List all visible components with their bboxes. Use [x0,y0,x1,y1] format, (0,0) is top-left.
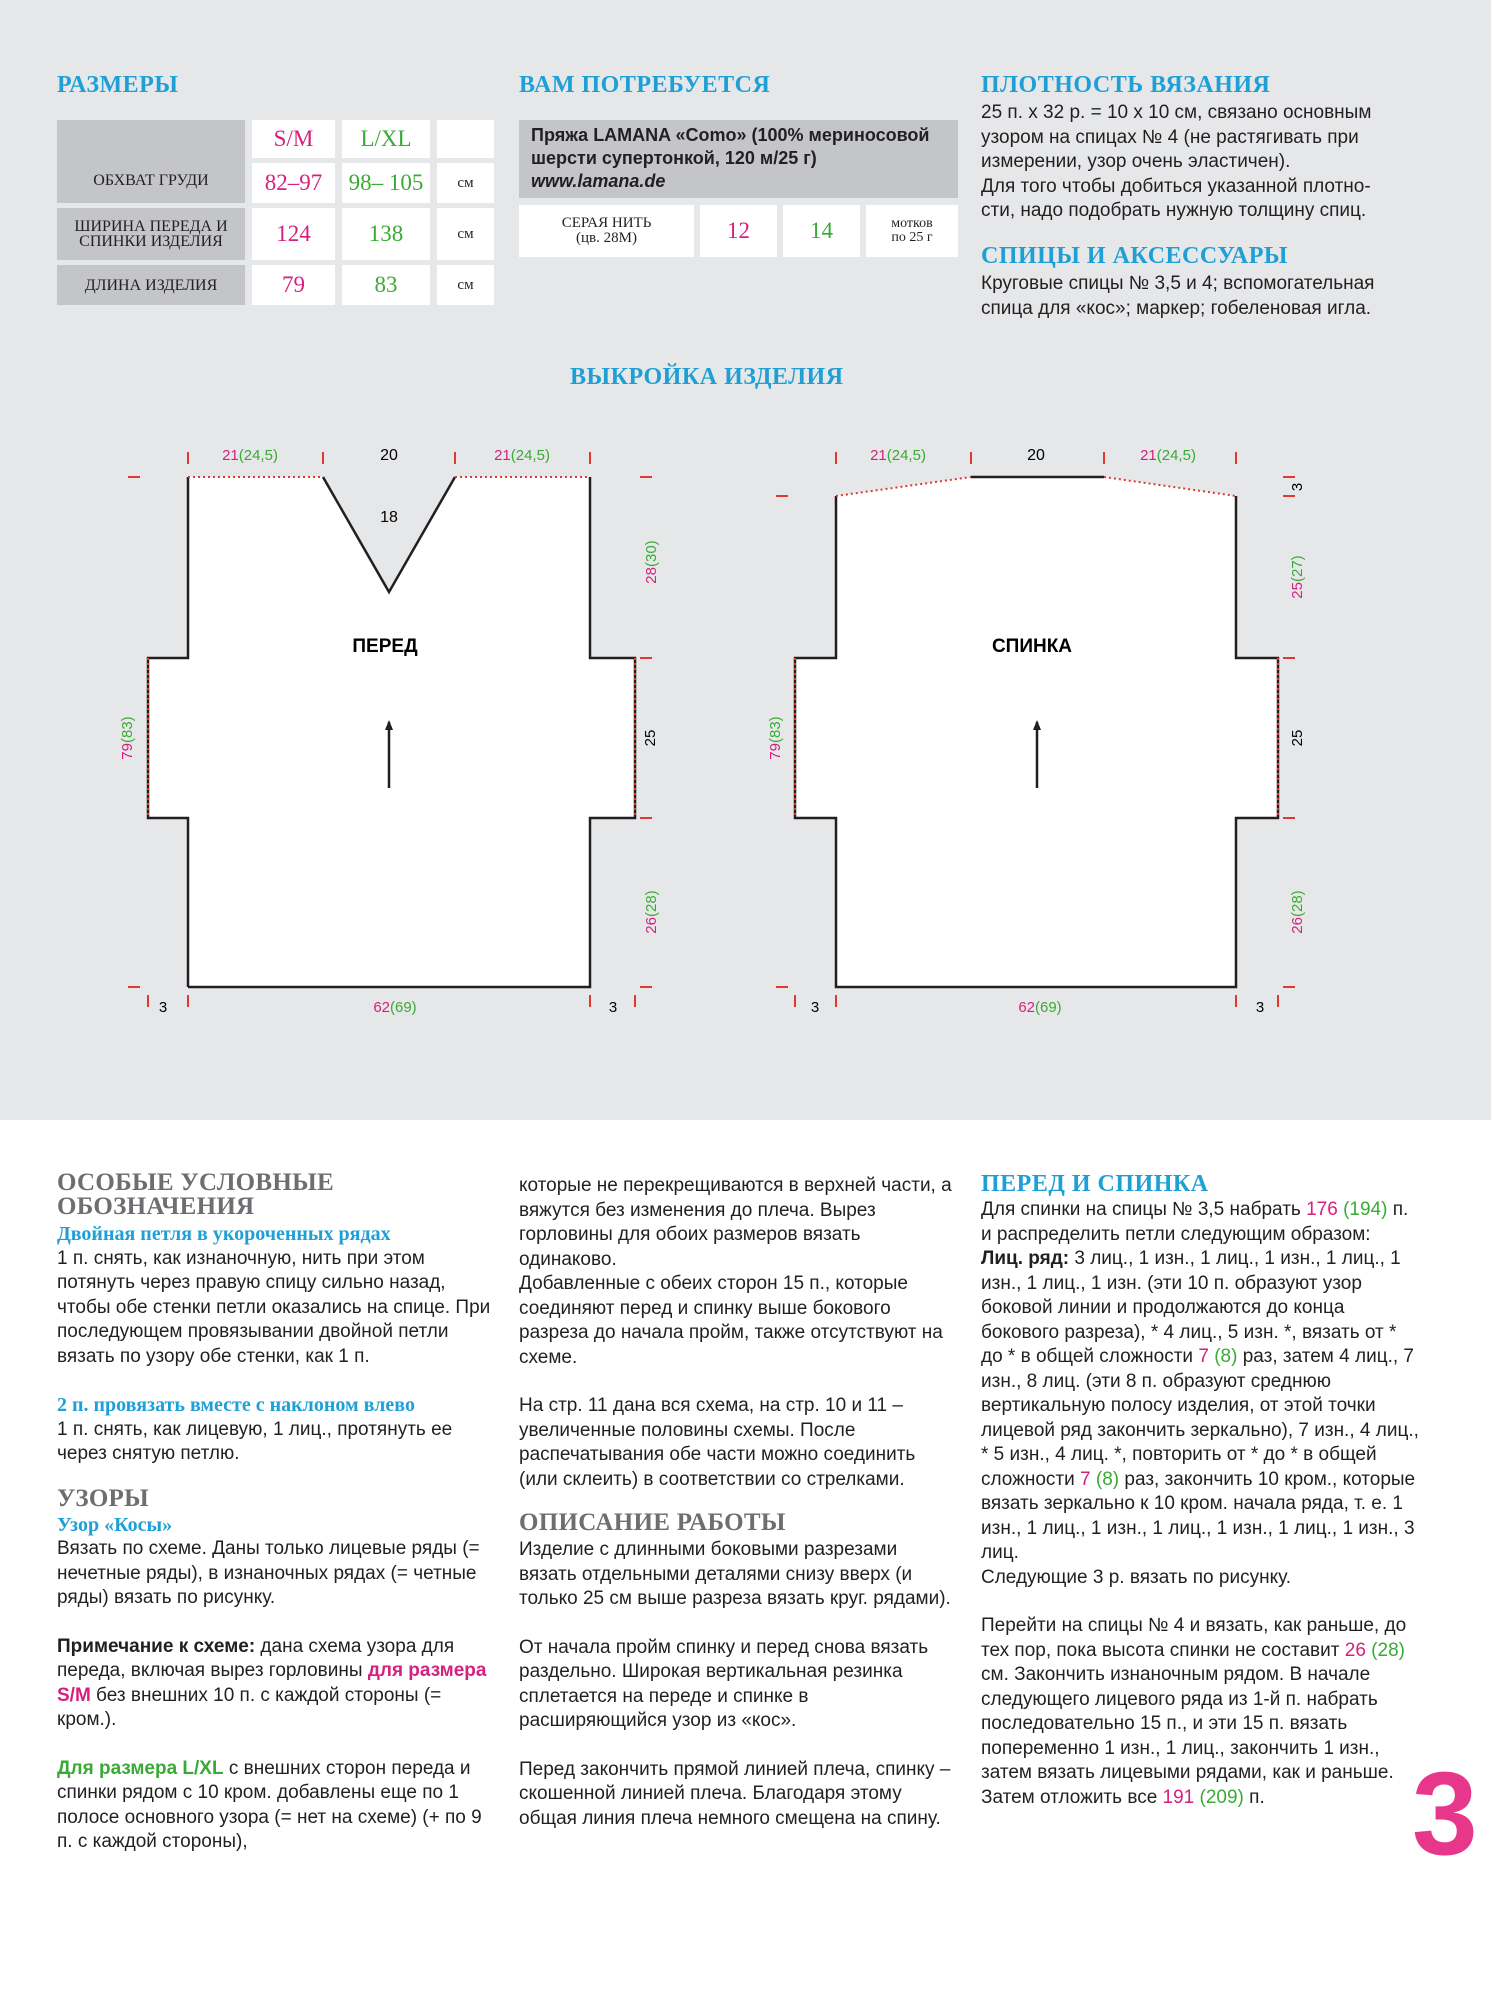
back-label: СПИНКА [991,636,1073,657]
materials-unit-cell: мотков по 25 г [866,205,958,257]
sizes-row-length-sm: 79 [252,265,335,305]
back-neck-width: 20 [1027,447,1045,464]
front-side: 26(28) [643,890,660,934]
gauge-text: 25 п. х 32 р. = 10 х 10 см, связано основным узором на спицах № 4 (не растягивать при измерении, узор очень эластичен). Для того чтобы добиться указанной плотно- сти, надо подобрать нужную толщину спиц. [981,102,1372,221]
sizes-row-chest-unit: см [437,163,494,203]
front-hem-right: 3 [608,999,618,1016]
schematic-diagram [0,420,1491,1040]
sizes-row-width-sm: 124 [252,208,335,260]
sizes-header-unit [437,120,494,158]
col2-text: которые не перекрещиваются в верхней части, а вяжутся без изменения до плеча. Вырез горловины для обоих размеров вязать одинаково. Добавленные с обеих сторон 15 п., которые соединяют перед и спинку выше бокового разреза до начала пройм, также отсутствуют на схеме. На стр. 11 дана вся схема, на стр. 10 и 11 – увеличенные половины схемы. После распечатывания обе части можно соединить (или склеить) в соответствии со стрелками. ОПИСАНИЕ РАБОТЫ Изделие с длинными боковыми разрезами вязать отдельными деталями снизу вверх (и только 25 см выше разреза вязать круг. рядами). От начала пройм спинку и перед снова вязать раздельно. Широкая вертикальная резинка сплетается на переде и спинке в расширяющийся узор из «кос». Перед закончить прямой линией плеча, спинку – скошенной линией плеча. Благодаря этому общая линия плеча немного смещена на спину. [519,1174,959,1831]
decrease-heading: 2 п. провязать вместе с наклоном влево [57,1394,415,1416]
sizes-row-length-lxl: 83 [342,265,430,305]
back-shoulder-slope: 3 [1289,482,1306,492]
back-shoulder-left: 21(24,5) [870,447,926,464]
cables-heading: Узор «Косы» [57,1513,173,1536]
materials-color-cell: СЕРАЯ НИТЬ (цв. 28М) [519,205,694,257]
yarn-url: www.lamana.de [531,171,666,191]
materials-title: ВАМ ПОТРЕБУЕТСЯ [519,72,771,98]
sizes-header-sm: S/M [252,120,335,158]
front-label: ПЕРЕД [352,636,418,657]
front-shoulder-right: 21(24,5) [494,447,550,464]
symbols-title: ОСОБЫЕ УСЛОВНЫЕ ОБОЗНАЧЕНИЯ [57,1169,334,1220]
sizes-row-length-unit: см [437,265,494,305]
front-bottom: 62(69) [373,999,417,1016]
back-shoulder-right: 21(24,5) [1140,447,1196,464]
needles-text: Круговые спицы № 3,5 и 4; вспомогательная спица для «кос»; маркер; гобеленовая игла. [981,273,1375,319]
front-armhole: 28(30) [643,540,660,584]
yarn-line-1: Пряжа LAMANA «Como» (100% мериносовой [531,125,930,145]
back-hem-right: 3 [1255,999,1265,1016]
front-slit-zone: 25 [642,729,659,747]
col1-text: Двойная петля в укороченных рядах 1 п. снять, как изнаночную, нить при этом потянуть через правую спицу сильно назад, чтобы обе стенки петли оказались на спице. При последующем провязывании двойной петли вязать по узору обе стенки, как 1 п. 2 п. провязать вместе с наклоном влево 1 п. снять, как лицевую, 1 лиц., протянуть ее через снятую петлю. УЗОРЫ Узор «Косы» Вязать по схеме. Даны только лицевые ряды (= нечетные ряды), в изнаночных рядах (= четные ряды) вязать по рисунку. Примечание к схеме: дана схема узора для переда, включая вырез горловины для размера S/M без внешних 10 п. с каждой стороны (= кром.). Для размера L/XL с внешних сторон переда и спинки рядом с 10 кром. добавлены еще по 1 полосе основного узора (= нет на схеме) (+ по 9 п. с каждой стороны), [57,1222,497,1855]
front-neck-depth: 18 [380,509,398,526]
front-neck-width: 20 [380,447,398,464]
materials-yarn-box [519,120,958,198]
front-length: 79(83) [119,716,136,760]
front-hem-left: 3 [158,999,168,1016]
work-description-title: ОПИСАНИЕ РАБОТЫ [519,1509,786,1536]
materials-qty-sm: 12 [700,205,777,257]
sizes-row-width-lxl: 138 [342,208,430,260]
back-bottom: 62(69) [1018,999,1062,1016]
needles-title: СПИЦЫ И АКСЕССУАРЫ [981,243,1288,269]
double-stitch-heading: Двойная петля в укороченных рядах [57,1223,391,1245]
patterns-title: УЗОРЫ [57,1484,149,1512]
sizes-row-width-unit: см [437,208,494,260]
schematic-title: ВЫКРОЙКА ИЗДЕЛИЯ [570,364,844,390]
yarn-line-2: шерсти супертонкой, 120 м/25 г) [531,148,817,168]
back-hem-left: 3 [810,999,820,1016]
sizes-header-blank [57,120,245,158]
materials-qty-lxl: 14 [783,205,860,257]
back-piece [767,447,1306,1016]
sizes-row-chest-lxl: 98– 105 [342,163,430,203]
sizes-row-length-label: ДЛИНА ИЗДЕЛИЯ [57,265,245,305]
back-slit-zone: 25 [1289,729,1306,747]
sizes-row-chest-sm: 82–97 [252,163,335,203]
sizes-row-chest-label: ОБХВАТ ГРУДИ [57,158,245,203]
back-side: 26(28) [1289,890,1306,934]
page-number: 3 [1412,1748,1478,1880]
front-back-title: ПЕРЕД И СПИНКА [981,1171,1209,1197]
back-armhole: 25(27) [1289,555,1306,599]
front-shoulder-left: 21(24,5) [222,447,278,464]
sizes-title: РАЗМЕРЫ [57,72,179,98]
sizes-row-width-label: ШИРИНА ПЕРЕДА И СПИНКИ ИЗДЕЛИЯ [57,208,245,260]
sizes-header-lxl: L/XL [342,120,430,158]
gauge-title: ПЛОТНОСТЬ ВЯЗАНИЯ [981,72,1271,98]
col3-text: Для спинки на спицы № 3,5 набрать 176 (194) п. и распределить петли следующим образом: Лиц. ряд: 3 лиц., 1 изн., 1 лиц., 1 изн., 1 лиц., 1 изн., 1 лиц., 1 изн. (эти 10 п. образуют узор боковой линии и продолжаются до конца бокового разреза), * 4 лиц., 5 изн. *, вязать от * до * в общей сложности 7 (8) раз, затем 4 лиц., 7 изн., 8 лиц. (эти 8 п. образуют среднюю вертикальную полосу изделия, от этой точки лицевой ряд закончить зеркально), 7 изн., 4 лиц., * 5 изн., 4 лиц. *, повторить от * до * в общей сложности 7 (8) раз, закончить 10 кром., которые вязать зеркально к 10 кром. начала ряда, т. е. 1 изн., 1 лиц., 1 изн., 1 лиц., 1 изн., 1 лиц., 1 изн., 3 лиц. Следующие 3 р. вязать по рисунку. Перейти на спицы № 4 и вязать, как раньше, до тех пор, пока высота спинки не составит 26 (28) см. Закончить изнаночным рядом. В начале следующего лицевого ряда из 1-й п. набрать последовательно 15 п., и эти 15 п. вязать попеременно 1 изн., 1 лиц., закончить 1 изн., затем вязать лицевыми рядами, как и раньше. Затем отложить все 191 (209) п. [981,1199,1419,1808]
front-piece [119,447,660,1016]
back-length: 79(83) [767,716,784,760]
